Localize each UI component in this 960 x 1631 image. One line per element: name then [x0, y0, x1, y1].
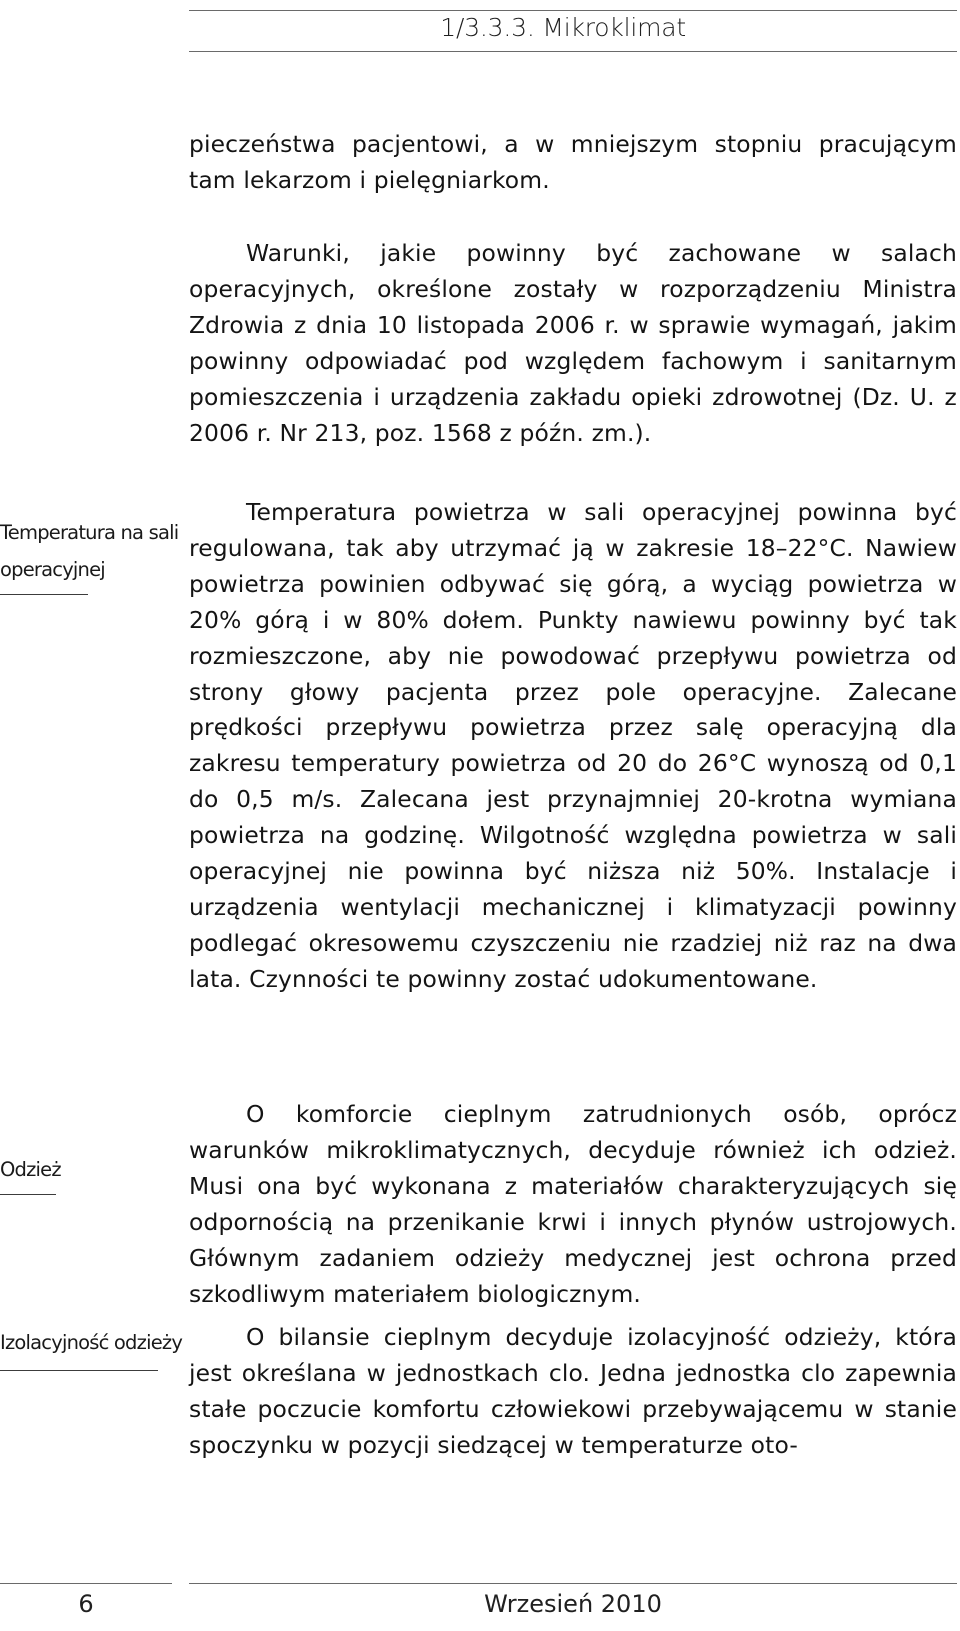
- paragraph-clothing: O komforcie cieplnym zatrudnionych osób, oprócz warunków mikroklimatycznych, decyduje również ich odzież. Musi ona być wykonana z materiałów charakteryzujących się odpornością na przenikanie krwi i innych płynów ustrojowych. Głównym zadaniem odzieży medycznej jest ochrona przed szkodliwym materiałem biologicznym.: [189, 1100, 957, 1308]
- footer-left-rule: [0, 1583, 172, 1584]
- page-number: 6: [78, 1590, 94, 1618]
- margin-note-temperature: [0, 514, 178, 588]
- header-top-rule: [189, 10, 957, 11]
- margin-note-insulation-rule: [0, 1370, 158, 1371]
- header-bottom-rule: [189, 51, 957, 52]
- margin-note-temperature-line2: operacyjnej: [0, 558, 105, 581]
- paragraph-temperature: Temperatura powietrza w sali operacyjnej powinna być regulowana, tak aby utrzymać ją w zakresie 18–22°C. Nawiew powietrza powinien odbywać się górą, a wyciąg powietrza w 20% górą i w 80% dołem. Punkty nawiewu powinny być tak rozmieszczone, aby nie powodować przepływu powietrza od strony głowy pacjenta przez pole operacyjne. Zalecane prędkości przepływu powietrza przez salę operacyjną dla zakresu temperatury powietrza od 20 do 26°C wynoszą od 0,1 do 0,5 m/s. Zalecana jest przynajmniej 20-krotna wymiana powietrza na godzinę. Wilgotność względna powietrza w sali operacyjnej nie powinna być niższa niż 50%. Instalacje i urządzenia wentylacji mechanicznej i klimatyzacji powinny podlegać okresowemu czyszczeniu nie rzadziej niż raz na dwa lata. Czynności te powinny zostać udokumentowane.: [189, 498, 957, 993]
- paragraph-continuation: pieczeństwa pacjentowi, a w mniejszym stopniu pracującym tam lekarzom i pielęgniarkom.: [189, 130, 957, 194]
- margin-note-temperature-rule: [0, 594, 88, 595]
- footer-date: Wrzesień 2010: [484, 1590, 662, 1618]
- margin-note-insulation: Izolacyjność odzieży: [0, 1331, 183, 1354]
- paragraph-regulations: Warunki, jakie powinny być zachowane w salach operacyjnych, określone zostały w rozporządzeniu Ministra Zdrowia z dnia 10 listopada 2006 r. w sprawie wymagań, jakim powinny odpowiadać pod względem fachowym i sanitarnym pomieszczenia i urządzenia zakładu opieki zdrowotnej (Dz. U. z 2006 r. Nr 213, poz. 1568 z późn. zm.).: [189, 239, 957, 447]
- footer-right-rule: [189, 1583, 957, 1584]
- running-header-title: 1/3.3.3. Mikroklimat: [440, 13, 686, 42]
- margin-note-clothing-rule: [0, 1194, 56, 1195]
- margin-note-clothing: Odzież: [0, 1158, 61, 1181]
- paragraph-insulation: O bilansie cieplnym decyduje izolacyjność odzieży, która jest określana w jednostkach clo. Jedna jednostka clo zapewnia stałe poczucie komfortu człowiekowi przebywającemu w stanie spoczynku w pozycji siedzącej w temperaturze oto-: [189, 1323, 957, 1459]
- margin-note-temperature-line1: Temperatura na sali: [0, 521, 179, 544]
